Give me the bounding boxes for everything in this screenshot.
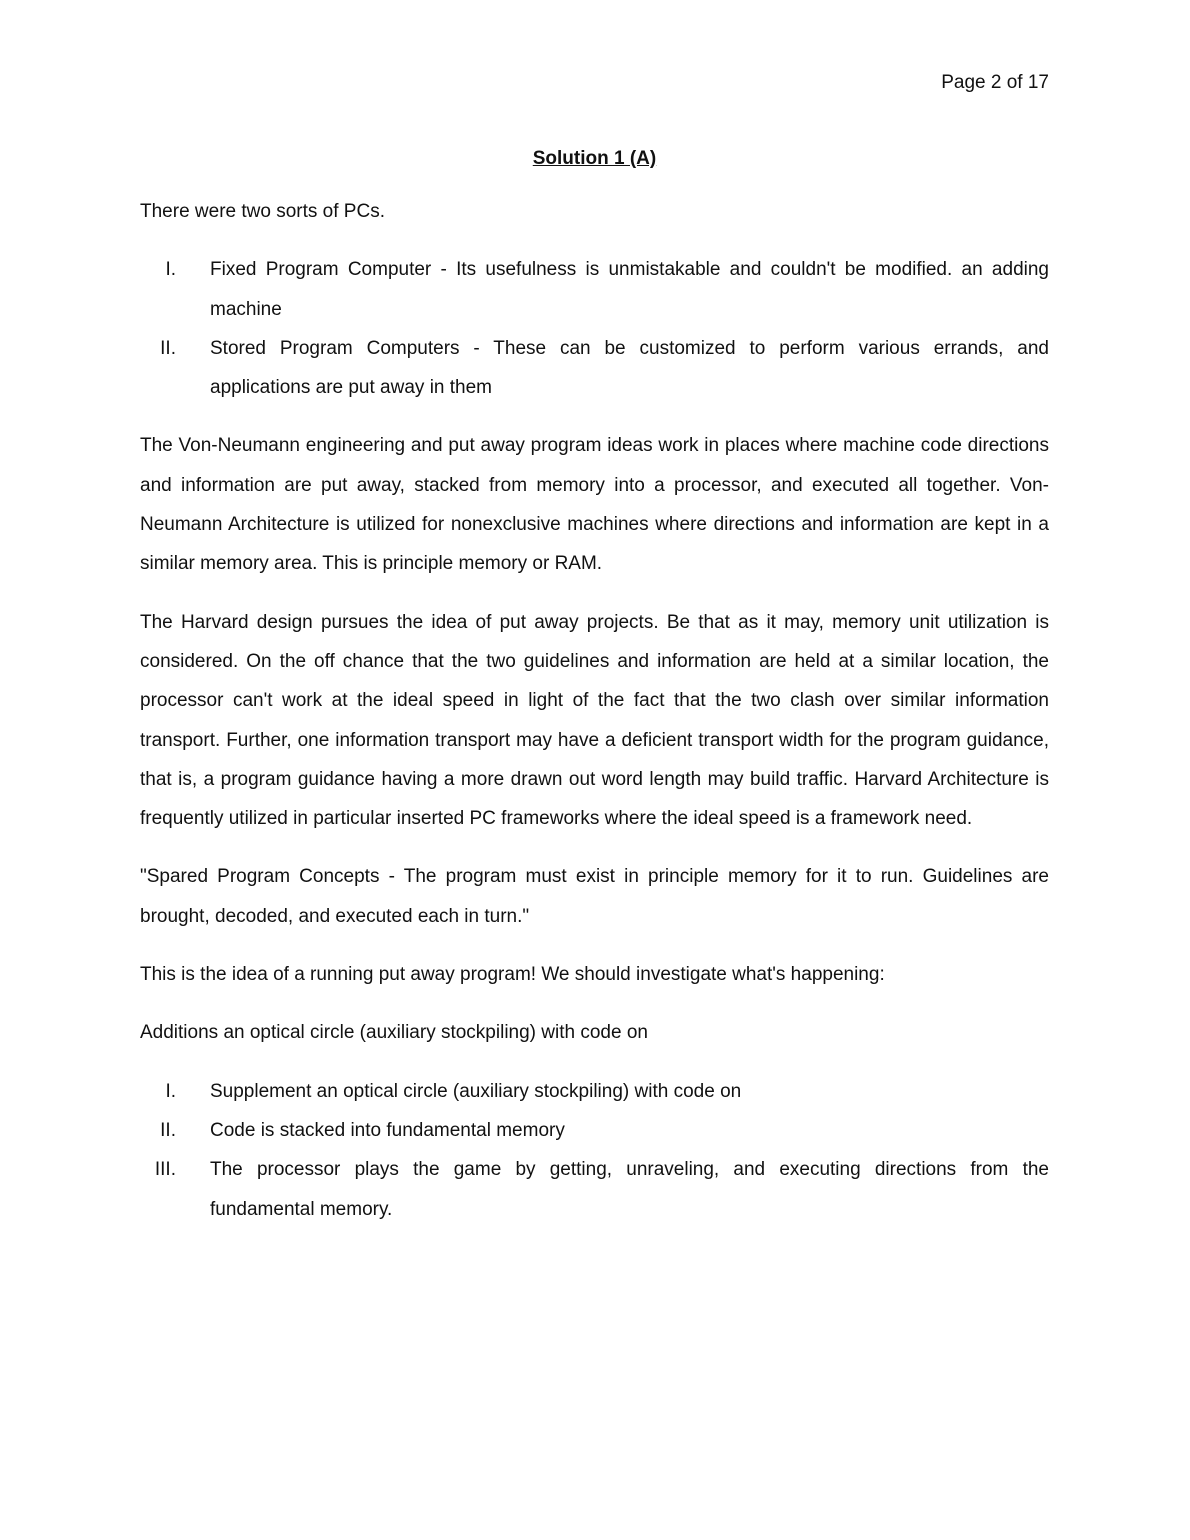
list-item-text: Supplement an optical circle (auxiliary stockpiling) with code on xyxy=(210,1080,742,1102)
list-number: III. xyxy=(154,1159,176,1181)
list-item xyxy=(140,1111,1049,1150)
list-item-text: Code is stacked into fundamental memory xyxy=(210,1119,565,1141)
list-item-text: The processor plays the game by getting, unraveling, and executing directions from the fundamental memory. xyxy=(210,1159,1049,1220)
harvard-paragraph: The Harvard design pursues the idea of put away projects. Be that as it may, memory unit utilization is considered. On the off chance that the two guidelines and information are held at a similar location, the processor can't work at the ideal speed in light of the fact that the two clash over similar information transport. Further, one information transport may have a deficient transport width for the program guidance, that is, a program guidance having a more drawn out word length may build traffic. Harvard Architecture is frequently utilized in particular inserted PC frameworks where the ideal speed is a framework need. xyxy=(140,611,1049,830)
intro-paragraph: There were two sorts of PCs. xyxy=(140,201,385,222)
von-neumann-paragraph: The Von-Neumann engineering and put away program ideas work in places where machine code directions and information are put away, stacked from memory into a processor, and executed all together. Von-Neumann Architecture is utilized for nonexclusive machines where directions and information are kept in a similar memory area. This is principle memory or RAM. xyxy=(140,435,1049,575)
list-item xyxy=(140,250,1049,329)
document-body xyxy=(140,145,1049,1248)
computer-types-list xyxy=(140,250,1049,407)
list-item xyxy=(140,1150,1049,1229)
list-item-text: Fixed Program Computer - Its usefulness is unmistakable and couldn't be modified. an adding machine xyxy=(210,259,1049,320)
quote-paragraph: "Spared Program Concepts - The program must exist in principle memory for it to run. Guidelines are brought, decoded, and executed each in turn." xyxy=(140,866,1049,927)
list-number: I. xyxy=(165,1080,176,1102)
list-item xyxy=(140,329,1049,408)
list-item-text: Stored Program Computers - These can be customized to perform various errands, and applications are put away in them xyxy=(210,337,1049,399)
list-item xyxy=(140,1072,1049,1111)
list-number: II. xyxy=(160,337,176,359)
program-steps-list xyxy=(140,1072,1049,1229)
section-title: Solution 1 (A) xyxy=(532,148,657,169)
page-number: Page 2 of 17 xyxy=(941,72,1049,93)
list-number: I. xyxy=(165,259,176,281)
list-number: II. xyxy=(160,1119,176,1141)
running-program-paragraph: This is the idea of a running put away program! We should investigate what's happening: xyxy=(140,964,885,986)
additions-paragraph: Additions an optical circle (auxiliary stockpiling) with code on xyxy=(140,1022,648,1044)
